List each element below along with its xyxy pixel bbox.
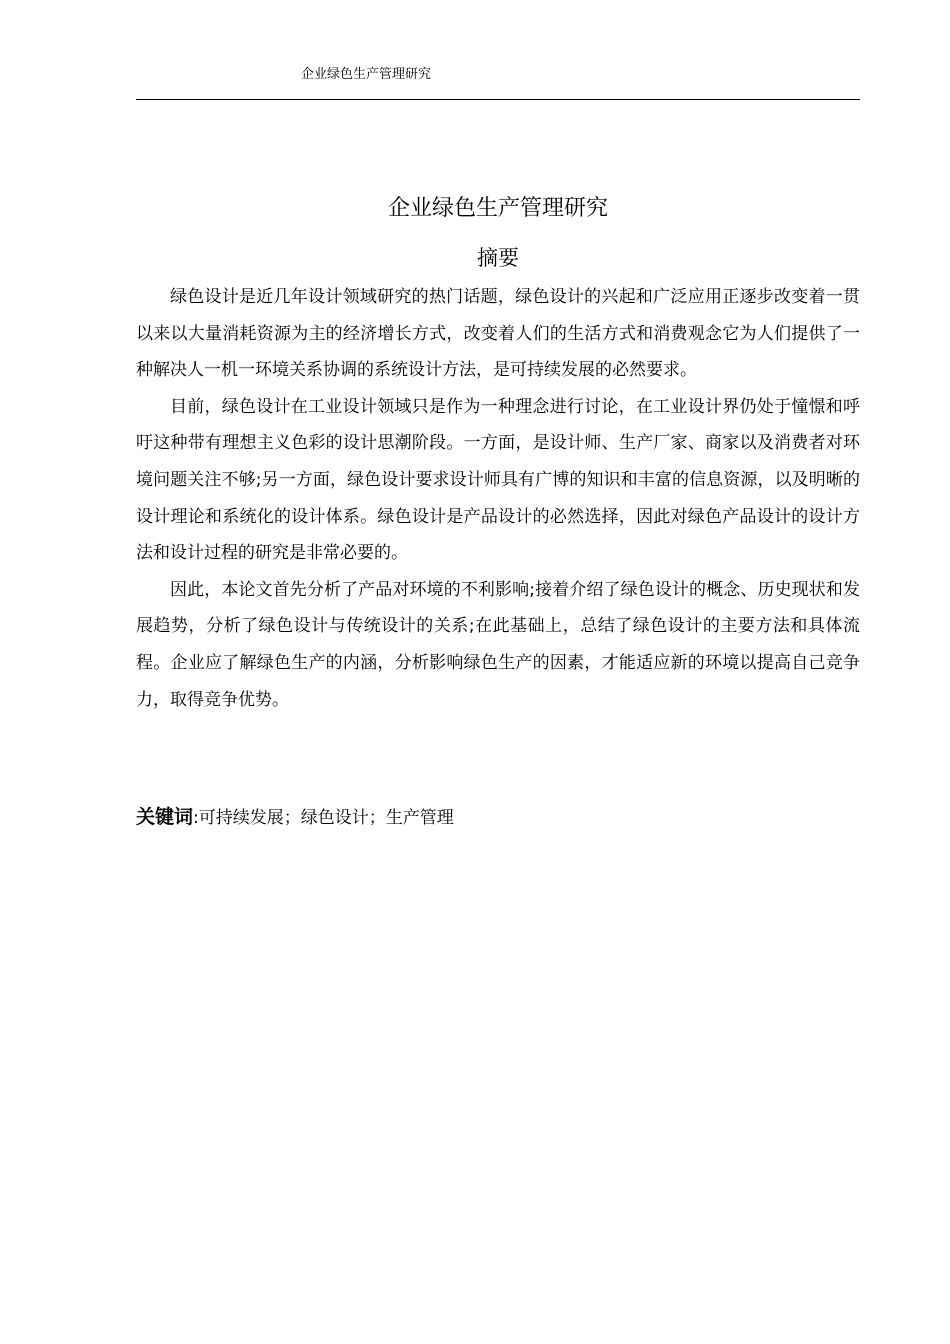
running-header: 企业绿色生产管理研究	[301, 67, 432, 82]
keywords-label: 关键词	[136, 806, 194, 828]
abstract-paragraph: 因此，本论文首先分析了产品对环境的不利影响;接着介绍了绿色设计的概念、历史现状和发展趋势，分析了绿色设计与传统设计的关系;在此基础上，总结了绿色设计的主要方法和具体流程。企业应了解绿色生产的内涵，分析影响绿色生产的因素，才能适应新的环境以提高自己竞争力，取得竞争优势。	[136, 579, 860, 710]
keywords-separator: :	[193, 808, 199, 828]
abstract-heading: 摘要	[477, 246, 519, 270]
keywords-value: 可持续发展；绿色设计；生产管理	[198, 808, 454, 828]
abstract-paragraph: 目前，绿色设计在工业设计领域只是作为一种理念进行讨论，在工业设计界仍处于憧憬和呼吁这种带有理想主义色彩的设计思潮阶段。一方面，是设计师、生产厂家、商家以及消费者对环境问题关注不够;另一方面，绿色设计要求设计师具有广博的知识和丰富的信息资源，以及明晰的设计理论和系统化的设计体系。绿色设计是产品设计的必然选择，因此对绿色产品设计的设计方法和设计过程的研究是非常必要的。	[136, 396, 860, 564]
keywords-line	[136, 802, 860, 833]
abstract-paragraph: 绿色设计是近几年设计领域研究的热门话题，绿色设计的兴起和广泛应用正逐步改变着一贯以来以大量消耗资源为主的经济增长方式，改变着人们的生活方式和消费观念它为人们提供了一种解决人一机一环境关系协调的系统设计方法，是可持续发展的必然要求。	[136, 287, 860, 381]
document-title: 企业绿色生产管理研究	[387, 196, 608, 221]
header-divider	[136, 99, 860, 100]
abstract-body	[136, 279, 860, 718]
